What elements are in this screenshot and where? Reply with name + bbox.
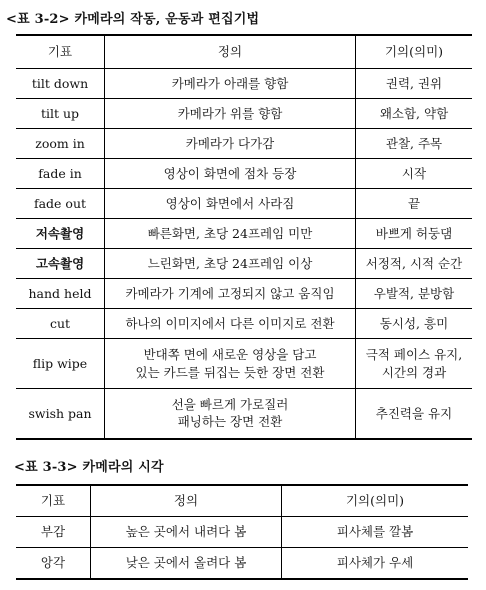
row-definition: 느린화면, 초당 24프레임 이상	[105, 249, 356, 279]
row-meaning	[356, 339, 473, 389]
table-row	[16, 548, 468, 580]
row-term: 앙각	[16, 548, 91, 580]
row-term: fade in	[16, 159, 105, 189]
header-definition: 정의	[105, 35, 356, 69]
table-row	[16, 279, 472, 309]
header-definition: 정의	[91, 485, 282, 517]
table-row	[16, 159, 472, 189]
row-meaning: 왜소함, 약함	[356, 99, 473, 129]
row-meaning: 서정적, 시적 순간	[356, 249, 473, 279]
table-3-2-caption: <표 3-2> 카메라의 작동, 운동과 편집기법	[6, 12, 260, 27]
table-row	[16, 309, 472, 339]
row-meaning: 관찰, 주목	[356, 129, 473, 159]
row-definition: 카메라가 기계에 고정되지 않고 움직임	[105, 279, 356, 309]
camera-angle-table	[16, 484, 468, 580]
camera-techniques-table	[16, 34, 472, 440]
row-term: cut	[16, 309, 105, 339]
row-term: 저속촬영	[16, 219, 105, 249]
definition-line: 있는 카드를 뒤집는 듯한 장면 전환	[135, 364, 325, 380]
meaning-line: 시간의 경과	[381, 364, 447, 380]
row-term: flip wipe	[16, 339, 105, 389]
row-definition: 빠른화면, 초당 24프레임 미만	[105, 219, 356, 249]
row-meaning: 동시성, 흥미	[356, 309, 473, 339]
meaning-line: 극적 페이스 유지,	[365, 347, 463, 362]
definition-line: 반대쪽 면에 새로운 영상을 담고	[143, 347, 317, 362]
header-signified: 기의(의미)	[282, 485, 469, 517]
definition-line: 선을 빠르게 가로질러	[171, 396, 289, 412]
header-signifier: 기표	[16, 485, 91, 517]
row-term: 부감	[16, 517, 91, 548]
row-term: fade out	[16, 189, 105, 219]
table-row	[16, 389, 472, 439]
table-3-3-caption: <표 3-3> 카메라의 시각	[14, 460, 164, 475]
table-row	[16, 189, 472, 219]
row-term: tilt up	[16, 99, 105, 129]
header-signified: 기의(의미)	[356, 35, 473, 69]
row-definition: 높은 곳에서 내려다 봄	[91, 517, 282, 548]
row-definition: 하나의 이미지에서 다른 이미지로 전환	[105, 309, 356, 339]
row-definition: 카메라가 위를 향함	[105, 99, 356, 129]
row-term: tilt down	[16, 69, 105, 99]
row-definition	[105, 389, 356, 439]
definition-line: 패닝하는 장면 전환	[177, 414, 283, 430]
row-meaning: 피사체를 깔봄	[282, 517, 469, 548]
row-meaning: 바쁘게 허둥댐	[356, 219, 473, 249]
table-header-row	[16, 35, 472, 69]
table-row	[16, 249, 472, 279]
row-meaning: 추진력을 유지	[356, 389, 473, 439]
header-signifier: 기표	[16, 35, 105, 69]
table-row	[16, 219, 472, 249]
row-term: 고속촬영	[16, 249, 105, 279]
table-row	[16, 99, 472, 129]
table-row	[16, 69, 472, 99]
row-meaning: 권력, 권위	[356, 69, 473, 99]
row-definition: 낮은 곳에서 올려다 봄	[91, 548, 282, 580]
row-meaning: 우발적, 분방함	[356, 279, 473, 309]
row-meaning: 피사체가 우세	[282, 548, 469, 580]
table-row	[16, 339, 472, 389]
table-row	[16, 129, 472, 159]
table-header-row	[16, 485, 468, 517]
row-definition: 영상이 화면에 점차 등장	[105, 159, 356, 189]
row-term: zoom in	[16, 129, 105, 159]
table-row	[16, 517, 468, 548]
row-definition	[105, 339, 356, 389]
row-term: swish pan	[16, 389, 105, 439]
row-meaning: 끝	[356, 189, 473, 219]
row-definition: 영상이 화면에서 사라짐	[105, 189, 356, 219]
row-definition: 카메라가 다가감	[105, 129, 356, 159]
row-meaning: 시작	[356, 159, 473, 189]
row-definition: 카메라가 아래를 향함	[105, 69, 356, 99]
row-term: hand held	[16, 279, 105, 309]
